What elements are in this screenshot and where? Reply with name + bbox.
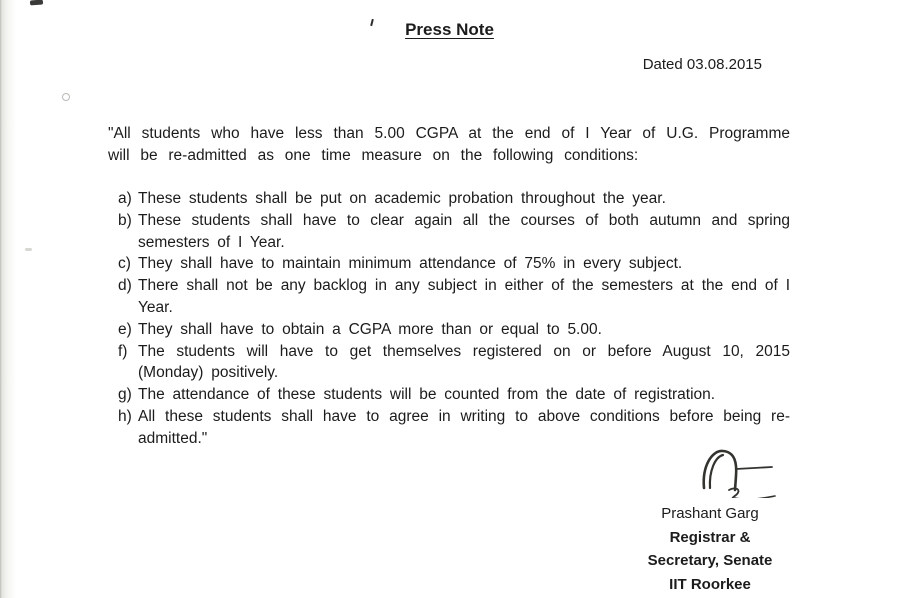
condition-text: There shall not be any backlog in any subject in either of the semesters at the end of I Year. (138, 277, 790, 316)
condition-label: d) (118, 277, 132, 295)
signature-block (628, 446, 792, 596)
signatory-role-2: Secretary, Senate (647, 552, 773, 569)
condition-label: h) (118, 407, 132, 425)
condition-text: The students will have to get themselves registered on or before August 10, 2015 (Monday) positively. (138, 342, 790, 382)
scan-artifact (30, 0, 43, 5)
list-item (108, 275, 790, 319)
condition-text: These students shall be put on academic probation throughout the year. (138, 190, 666, 207)
condition-label: c) (118, 255, 131, 273)
list-item (108, 253, 790, 275)
list-item (108, 406, 790, 450)
condition-text: The attendance of these students will be counted from the date of registration. (138, 386, 716, 404)
list-item (108, 384, 790, 406)
document-date: Dated 03.08.2015 (642, 56, 762, 73)
document-body (108, 123, 790, 450)
condition-text: They shall have to obtain a CGPA more than or equal to 5.00. (138, 320, 602, 338)
document-title: Press Note (405, 20, 494, 39)
conditions-list (108, 188, 790, 450)
signatory-role-1: Registrar & (669, 528, 751, 546)
signatory-org: IIT Roorkee (669, 575, 751, 593)
condition-text: All these students shall have to agree in writing to above conditions before being re-admitted." (138, 407, 790, 447)
signatory-name: Prashant Garg (661, 505, 759, 522)
condition-label: e) (118, 320, 132, 338)
list-item (108, 319, 790, 341)
list-item (108, 210, 790, 254)
list-item (108, 188, 790, 210)
scan-artifact (25, 248, 32, 251)
condition-text: They shall have to maintain minimum attendance of 75% in every subject. (138, 255, 683, 273)
condition-label: g) (118, 386, 132, 404)
intro-paragraph: "All students who have less than 5.00 CGPA at the end of I Year of U.G. Programme will be re-admitted as one time measure on the following conditions: (108, 125, 790, 164)
scan-artifact (62, 93, 70, 101)
signature-scribble (696, 446, 778, 498)
condition-label: f) (118, 342, 128, 360)
list-item (108, 341, 790, 385)
condition-text: These students shall have to clear again all the courses of both autumn and spring semesters of I Year. (138, 211, 790, 251)
condition-label: a) (118, 190, 132, 207)
condition-label: b) (118, 211, 132, 229)
